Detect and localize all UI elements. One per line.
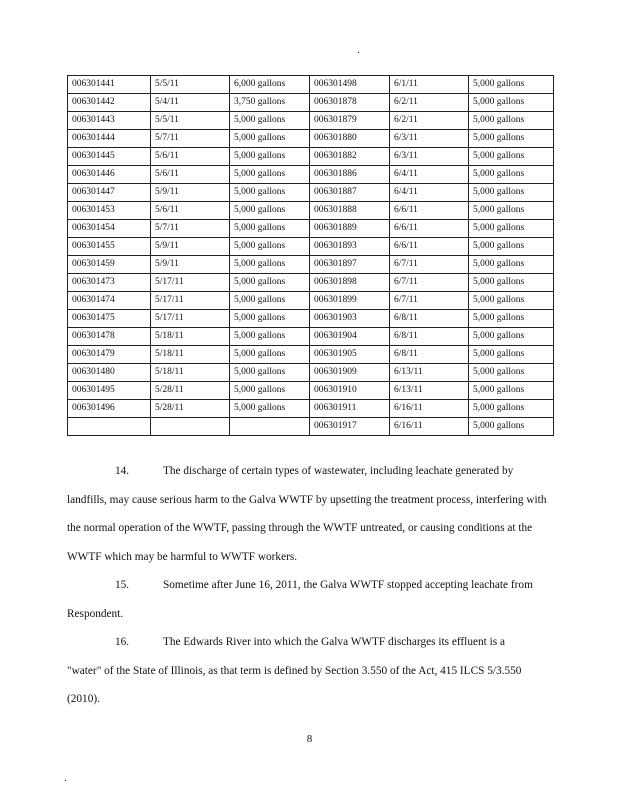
- delivery-date-cell: 6/7/11: [390, 256, 469, 274]
- paragraph-body: "water" of the State of Illinois, as that term is defined by Section 3.550 of the Act, 415 ILCS 5/3.550 (2010).: [67, 664, 522, 705]
- table-row: [68, 130, 554, 148]
- table-row: [68, 112, 554, 130]
- delivery-date-cell: 6/16/11: [390, 400, 469, 418]
- table-row: [68, 400, 554, 418]
- manifest-number-cell: 006301898: [310, 274, 390, 292]
- manifest-number-cell: 006301495: [68, 382, 151, 400]
- volume-cell: 5,000 gallons: [469, 112, 554, 130]
- delivery-date-cell: 5/6/11: [151, 202, 230, 220]
- delivery-date-cell: 5/4/11: [151, 94, 230, 112]
- scan-speck: [358, 52, 359, 53]
- delivery-date-cell: [151, 418, 230, 436]
- volume-cell: 5,000 gallons: [469, 400, 554, 418]
- volume-cell: 5,000 gallons: [469, 148, 554, 166]
- volume-cell: 5,000 gallons: [230, 238, 310, 256]
- manifest-number-cell: 006301904: [310, 328, 390, 346]
- manifest-number-cell: 006301905: [310, 346, 390, 364]
- volume-cell: 3,750 gallons: [230, 94, 310, 112]
- delivery-date-cell: 6/16/11: [390, 418, 469, 436]
- manifest-number-cell: 006301479: [68, 346, 151, 364]
- volume-cell: 5,000 gallons: [469, 184, 554, 202]
- volume-cell: 6,000 gallons: [230, 76, 310, 94]
- manifest-number-cell: 006301903: [310, 310, 390, 328]
- volume-cell: 5,000 gallons: [469, 274, 554, 292]
- manifest-number-cell: 006301453: [68, 202, 151, 220]
- table-row: [68, 274, 554, 292]
- delivery-date-cell: 5/28/11: [151, 400, 230, 418]
- delivery-date-cell: 5/6/11: [151, 166, 230, 184]
- delivery-date-cell: 5/7/11: [151, 220, 230, 238]
- delivery-date-cell: 5/17/11: [151, 292, 230, 310]
- volume-cell: 5,000 gallons: [230, 310, 310, 328]
- manifest-number-cell: 006301474: [68, 292, 151, 310]
- delivery-date-cell: 6/7/11: [390, 274, 469, 292]
- volume-cell: 5,000 gallons: [230, 220, 310, 238]
- table-row: [68, 310, 554, 328]
- delivery-date-cell: 6/2/11: [390, 112, 469, 130]
- manifest-number-cell: 006301878: [310, 94, 390, 112]
- volume-cell: 5,000 gallons: [469, 292, 554, 310]
- manifest-number-cell: 006301889: [310, 220, 390, 238]
- paragraph-first-line: The Edwards River into which the Galva WWTF discharges its effluent is a: [163, 636, 505, 648]
- delivery-date-cell: 5/28/11: [151, 382, 230, 400]
- volume-cell: 5,000 gallons: [230, 112, 310, 130]
- volume-cell: 5,000 gallons: [230, 166, 310, 184]
- leachate-hauling-table: [67, 75, 554, 436]
- delivery-date-cell: 5/7/11: [151, 130, 230, 148]
- volume-cell: 5,000 gallons: [469, 328, 554, 346]
- manifest-number-cell: 006301455: [68, 238, 151, 256]
- table-row: [68, 220, 554, 238]
- manifest-number-cell: 006301893: [310, 238, 390, 256]
- volume-cell: 5,000 gallons: [230, 400, 310, 418]
- table-row: [68, 346, 554, 364]
- manifest-number-cell: 006301899: [310, 292, 390, 310]
- manifest-number-cell: 006301882: [310, 148, 390, 166]
- delivery-date-cell: 6/7/11: [390, 292, 469, 310]
- manifest-number-cell: 006301897: [310, 256, 390, 274]
- delivery-date-cell: 5/9/11: [151, 256, 230, 274]
- delivery-date-cell: 6/4/11: [390, 166, 469, 184]
- delivery-date-cell: 6/2/11: [390, 94, 469, 112]
- delivery-date-cell: 5/18/11: [151, 328, 230, 346]
- volume-cell: 5,000 gallons: [469, 220, 554, 238]
- delivery-date-cell: 6/6/11: [390, 238, 469, 256]
- delivery-date-cell: 6/3/11: [390, 130, 469, 148]
- delivery-date-cell: 5/18/11: [151, 346, 230, 364]
- volume-cell: 5,000 gallons: [230, 148, 310, 166]
- manifest-number-cell: 006301498: [310, 76, 390, 94]
- paragraph-15: [67, 571, 557, 628]
- delivery-date-cell: 6/4/11: [390, 184, 469, 202]
- delivery-date-cell: 5/6/11: [151, 148, 230, 166]
- volume-cell: 5,000 gallons: [230, 292, 310, 310]
- manifest-number-cell: 006301480: [68, 364, 151, 382]
- table-row: [68, 256, 554, 274]
- paragraph-number: 14.: [115, 465, 130, 477]
- volume-cell: 5,000 gallons: [230, 328, 310, 346]
- manifest-number-cell: 006301886: [310, 166, 390, 184]
- page-number: 8: [306, 733, 313, 745]
- delivery-date-cell: 6/6/11: [390, 220, 469, 238]
- table-row: [68, 202, 554, 220]
- volume-cell: 5,000 gallons: [469, 364, 554, 382]
- volume-cell: 5,000 gallons: [469, 310, 554, 328]
- volume-cell: 5,000 gallons: [230, 346, 310, 364]
- paragraph-16: [67, 628, 557, 714]
- paragraph-first-line: The discharge of certain types of wastewater, including leachate generated by: [163, 465, 514, 477]
- table-row: [68, 94, 554, 112]
- delivery-date-cell: 6/8/11: [390, 310, 469, 328]
- delivery-date-cell: 5/5/11: [151, 76, 230, 94]
- volume-cell: 5,000 gallons: [230, 382, 310, 400]
- delivery-date-cell: 6/8/11: [390, 346, 469, 364]
- table-row: [68, 292, 554, 310]
- manifest-number-cell: 006301911: [310, 400, 390, 418]
- delivery-date-cell: 5/9/11: [151, 238, 230, 256]
- table-row: [68, 418, 554, 436]
- table-row: [68, 166, 554, 184]
- manifest-number-cell: 006301473: [68, 274, 151, 292]
- manifest-number-cell: 006301475: [68, 310, 151, 328]
- manifest-number-cell: 006301446: [68, 166, 151, 184]
- table-row: [68, 238, 554, 256]
- table-row: [68, 382, 554, 400]
- volume-cell: 5,000 gallons: [469, 256, 554, 274]
- volume-cell: 5,000 gallons: [469, 130, 554, 148]
- paragraph-body: Respondent.: [67, 607, 124, 620]
- volume-cell: 5,000 gallons: [230, 184, 310, 202]
- paragraph-body: landfills, may cause serious harm to the Galva WWTF by upsetting the treatment process, interfering with the normal operation of the WWTF, passing through the WWTF untreated, or causing conditions at the WWTF which may be harmful to WWTF workers.: [67, 493, 547, 563]
- paragraph-number: 16.: [115, 636, 130, 648]
- delivery-date-cell: 6/8/11: [390, 328, 469, 346]
- manifest-number-cell: 006301879: [310, 112, 390, 130]
- volume-cell: [230, 418, 310, 436]
- paragraph-number: 15.: [115, 579, 130, 591]
- table-body: [68, 76, 554, 436]
- manifest-number-cell: 006301444: [68, 130, 151, 148]
- volume-cell: 5,000 gallons: [469, 382, 554, 400]
- table-row: [68, 364, 554, 382]
- delivery-date-cell: 5/17/11: [151, 310, 230, 328]
- volume-cell: 5,000 gallons: [469, 202, 554, 220]
- manifest-number-cell: 006301441: [68, 76, 151, 94]
- delivery-date-cell: 5/17/11: [151, 274, 230, 292]
- volume-cell: 5,000 gallons: [230, 130, 310, 148]
- table-row: [68, 76, 554, 94]
- manifest-number-cell: 006301442: [68, 94, 151, 112]
- manifest-number-cell: 006301496: [68, 400, 151, 418]
- volume-cell: 5,000 gallons: [469, 76, 554, 94]
- delivery-date-cell: 5/5/11: [151, 112, 230, 130]
- delivery-date-cell: 6/13/11: [390, 382, 469, 400]
- manifest-number-cell: [68, 418, 151, 436]
- delivery-date-cell: 6/3/11: [390, 148, 469, 166]
- volume-cell: 5,000 gallons: [230, 256, 310, 274]
- manifest-number-cell: 006301459: [68, 256, 151, 274]
- delivery-date-cell: 5/18/11: [151, 364, 230, 382]
- table-row: [68, 184, 554, 202]
- manifest-number-cell: 006301880: [310, 130, 390, 148]
- manifest-number-cell: 006301443: [68, 112, 151, 130]
- manifest-number-cell: 006301447: [68, 184, 151, 202]
- delivery-date-cell: 6/13/11: [390, 364, 469, 382]
- paragraph-14: [67, 457, 557, 571]
- scan-speck: [65, 780, 66, 781]
- volume-cell: 5,000 gallons: [469, 94, 554, 112]
- manifest-number-cell: 006301454: [68, 220, 151, 238]
- manifest-number-cell: 006301910: [310, 382, 390, 400]
- volume-cell: 5,000 gallons: [230, 364, 310, 382]
- table-row: [68, 328, 554, 346]
- table-row: [68, 148, 554, 166]
- paragraph-first-line: Sometime after June 16, 2011, the Galva WWTF stopped accepting leachate from: [163, 579, 533, 591]
- volume-cell: 5,000 gallons: [469, 166, 554, 184]
- delivery-date-cell: 6/6/11: [390, 202, 469, 220]
- volume-cell: 5,000 gallons: [469, 238, 554, 256]
- volume-cell: 5,000 gallons: [469, 346, 554, 364]
- volume-cell: 5,000 gallons: [230, 202, 310, 220]
- manifest-number-cell: 006301909: [310, 364, 390, 382]
- manifest-number-cell: 006301478: [68, 328, 151, 346]
- manifest-number-cell: 006301888: [310, 202, 390, 220]
- manifest-number-cell: 006301887: [310, 184, 390, 202]
- volume-cell: 5,000 gallons: [469, 418, 554, 436]
- delivery-date-cell: 5/9/11: [151, 184, 230, 202]
- manifest-number-cell: 006301445: [68, 148, 151, 166]
- volume-cell: 5,000 gallons: [230, 274, 310, 292]
- manifest-number-cell: 006301917: [310, 418, 390, 436]
- delivery-date-cell: 6/1/11: [390, 76, 469, 94]
